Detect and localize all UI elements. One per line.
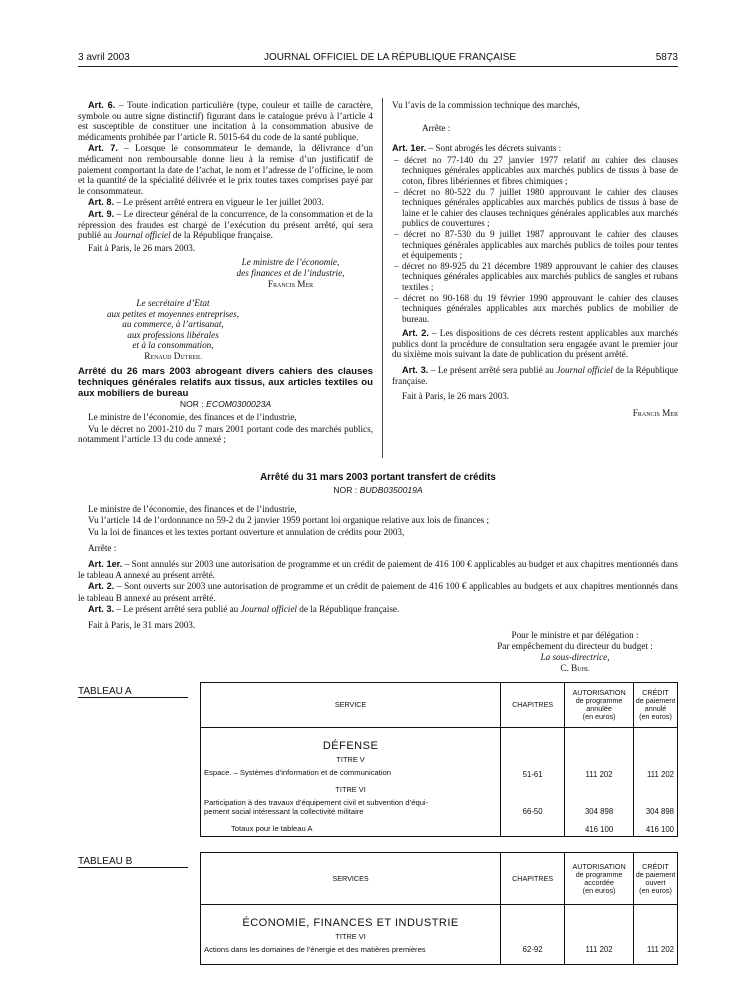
ap-row-1: 111 202 (585, 770, 613, 779)
col-chapitres: CHAPITRES (501, 683, 565, 728)
right-article-1 (392, 143, 678, 154)
journal-officiel-link: Journal officiel (114, 230, 171, 241)
column-divider (382, 98, 383, 458)
article-8-text: – Le présent arrêté entrera en vigueur le 1er juillet 2003. (116, 197, 324, 208)
art-3-text-post: de la République française. (299, 604, 400, 615)
arrete-31-mars-art-2 (78, 581, 678, 604)
line-energie: Actions dans les domaines de l’énergie et des matières premières (204, 945, 426, 954)
article-6-label: Art. 6. (88, 100, 116, 110)
col-ap-b-2: de programme (575, 869, 623, 879)
tableau-b-header-row (201, 853, 678, 905)
col-services: SERVICES (201, 853, 501, 905)
arrete-26-mars-minister: Le ministre de l’économie, des finances et de l’industrie, (88, 412, 297, 423)
article-7 (78, 143, 373, 196)
journal-officiel-ref-2: Journal officiel (240, 604, 297, 615)
nor-label-2: NOR : (333, 485, 358, 495)
ministry-economie: ÉCONOMIE, FINANCES ET INDUSTRIE (242, 917, 459, 929)
sig-line-1: Pour le ministre et par délégation : (511, 630, 639, 640)
tableau-b-chapitres-cell (501, 905, 565, 965)
signature-minister-role-2: des finances et de l’industrie, (236, 267, 345, 278)
tableau-b-service-cell (201, 905, 501, 965)
col-cp-1: CRÉDIT (642, 688, 669, 697)
col-ap-4: (en euros) (582, 712, 616, 721)
tableau-a-label: TABLEAU A (78, 686, 188, 698)
nor-code: ECOM0300023A (206, 398, 272, 409)
signature-secretary-role-1: Le secrétaire d’Etat (136, 298, 210, 309)
article-9 (78, 209, 373, 241)
cp-row-1: 111 202 (646, 770, 674, 779)
right-article-3-label: Art. 3. (402, 365, 429, 376)
col-autorisation-b (565, 853, 634, 905)
arrete-31-mars-arrete: Arrête : (88, 543, 117, 554)
header-page-number: 5873 (655, 52, 678, 63)
col-cp-4: (en euros) (639, 712, 672, 721)
cp-total: 416 100 (645, 825, 674, 834)
arrete-31-mars-minister: Le ministre de l’économie, des finances et de l’industrie, (88, 504, 297, 514)
left-column (78, 100, 373, 446)
art-2-label: Art. 2. (88, 581, 115, 592)
col-autorisation (565, 683, 634, 728)
art-2-text: – Sont ouverts sur 2003 une autorisation de programme et un crédit de paiement de 416 100 € applicables au budgets et aux chapitres mentionnés dans le tableau B annexé au présent arrêté. (78, 581, 678, 603)
article-6-text: – Toute indication particulière (type, couleur et taille de caractère, symbole ou autre signe distinctif) figurant dans le catalogue prévu à l’article 4 est susceptible de constituer une incitation à la consommation abusive de médicaments prohibée par l’article R. 5015-64 du code de la santé publique. (78, 100, 373, 142)
line-participation-1: Participation à des travaux d’équipement civil et subvention d’équi- (204, 797, 429, 807)
sig-line-2: Par empêchement du directeur du budget : (497, 641, 653, 651)
tableau-a-cp-cell (634, 728, 678, 837)
arrete-26-mars-nor (78, 399, 373, 410)
signature-secretary-name: Renaud Dutreil (144, 351, 202, 362)
col-credit-b (634, 853, 678, 905)
signature-secretary-role-3: au commerce, à l’artisanat, (122, 319, 224, 330)
right-article-3 (392, 365, 678, 386)
decret-item: – décret no 80-522 du 7 juillet 1980 approuvant le cahier des clauses techniques générales applicables aux marchés publics de tissus à base de laine et le cahier des clauses techniques générales applicables aux marchés publics de couvertures ; (394, 186, 678, 229)
ap-b-row-1: 111 202 (585, 945, 613, 954)
art-3-text-pre: – Le présent arrêté sera publié au (116, 604, 239, 615)
chap-51-61: 51-61 (522, 770, 543, 779)
arrete-31-mars-vu-1: Vu l’article 14 de l’ordonnance no 59-2 du 2 janvier 1959 portant loi organique relative aux lois de finances ; (88, 515, 490, 526)
decret-item: – décret no 87-530 du 9 juillet 1987 approuvant le cahier des clauses techniques générales applicables aux marchés publics de toiles pour tentes et équipements ; (394, 228, 678, 261)
right-article-3-text-post: de la République française. (392, 365, 679, 386)
signature-minister-role-1: Le ministre de l’économie, (241, 257, 340, 268)
right-article-2-text: – Les dispositions de ces décrets restent applicables aux marchés publics dont la procédure de consultation sera engagée avant le premier jour du sixième mois suivant la date de publication du présent arrêté. (392, 328, 678, 360)
tableau-a-ap-cell (565, 728, 634, 837)
sig-line-3: La sous-directrice, (540, 652, 610, 662)
tableau-b-label: TABLEAU B (78, 856, 188, 868)
col-cp-b-1: CRÉDIT (642, 861, 669, 871)
tableau-a-service-cell (201, 728, 501, 837)
tableau-b-body-row (201, 905, 678, 965)
signature-secretary-role-4: aux professions libérales (127, 329, 219, 340)
journal-officiel-ref: Journal officiel (556, 365, 613, 376)
arrete-31-mars-signature (470, 630, 680, 674)
article-9-label: Art. 9. (88, 208, 115, 219)
line-totaux: Totaux pour le tableau A (231, 823, 313, 833)
chap-62-92: 62-92 (522, 945, 543, 954)
ap-total: 416 100 (584, 825, 614, 834)
article-8-label: Art. 8. (88, 197, 115, 208)
art-1-text: – Sont annulés sur 2003 une autorisation de programme et un crédit de paiement de 416 100 € applicables au budget et aux chapitres mentionnés dans le tableau A annexé au présent arrêté. (78, 558, 679, 581)
col-cp-b-3: ouvert (645, 877, 666, 887)
col-cp-3: annulé (644, 704, 667, 713)
ministry-defense: DÉFENSE (322, 740, 379, 752)
arrete-26-mars-vu: Vu le décret no 2001-210 du 7 mars 2001 portant code des marchés publics, notamment l’article 13 du code annexé ; (78, 423, 373, 445)
col-ap-3: annulée (586, 704, 612, 713)
col-service: SERVICE (201, 683, 501, 728)
arrete-31-mars-vu-2: Vu la loi de finances et les textes portant ouverture et annulation de crédits pour 2003, (88, 526, 405, 537)
tableau-b-ap-cell (565, 905, 634, 965)
arrete-word: Arrête : (422, 122, 451, 133)
art-3-label: Art. 3. (88, 604, 115, 615)
art-1-label: Art. 1er. (88, 558, 123, 569)
header-rule (78, 66, 678, 67)
arrete-31-mars-body (78, 504, 678, 631)
tableau-a (200, 682, 678, 837)
col-ap-b-4: (en euros) (582, 885, 616, 895)
col-ap-2: de programme (575, 696, 623, 705)
arrete-31-mars-nor (78, 485, 678, 495)
decret-item: – décret no 90-168 du 19 février 1990 approuvant le cahier des clauses techniques générales applicables aux marchés publics de mobilier de bureau. (394, 292, 678, 324)
article-8 (78, 197, 373, 208)
signature-secretary (78, 298, 268, 362)
vu-avis: Vu l’avis de la commission technique des marchés, (392, 100, 580, 110)
decret-item: – décret no 89-925 du 21 décembre 1989 approuvant le cahier des clauses techniques générales applicables aux marchés publics de sangles et rubans textiles ; (394, 260, 678, 292)
tableau-a-chapitres-cell (501, 728, 565, 837)
col-cp-b-4: (en euros) (639, 885, 672, 895)
article-7-text: – Lorsque le consommateur le demande, la délivrance d’un médicament non remboursable donne lieu à la remise d’un justificatif de paiement comportant la date de l’achat, le nom et l’adresse de l’officine, le nom et la quantité de la spécialité délivrée et le prix toutes taxes comprises payé par le consommateur. (78, 143, 373, 196)
col-ap-1: AUTORISATION (572, 688, 626, 697)
chap-66-50: 66-50 (522, 807, 543, 816)
cp-b-row-1: 111 202 (646, 945, 674, 954)
col-credit (634, 683, 678, 728)
article-6 (78, 100, 373, 142)
right-article-1-label: Art. 1er. (392, 143, 427, 154)
titre-v: TITRE V (336, 755, 365, 764)
tableau-b-cp-cell (634, 905, 678, 965)
col-ap-b-1: AUTORISATION (572, 861, 626, 871)
tableau-a-body-row (201, 728, 678, 837)
arrete-26-mars-title: Arrêté du 26 mars 2003 abrogeant divers cahiers des clauses techniques générales relatifs aux tissus, aux articles textiles ou aux mobiliers de bureau (78, 365, 373, 399)
right-signature: Francis Mer (632, 407, 678, 418)
titre-vi-b: TITRE VI (335, 932, 366, 941)
right-article-1-text: – Sont abrogés les décrets suivants : (428, 143, 562, 154)
right-fait-a-paris: Fait à Paris, le 26 mars 2003. (402, 391, 510, 402)
article-9-text-post: de la République française. (172, 230, 273, 241)
signature-minister-name: Francis Mer (267, 278, 314, 289)
right-article-2-label: Art. 2. (402, 328, 429, 339)
article-9-text-pre: – Le directeur général de la concurrence, de la consommation et de la répression des fraudes est chargé de l’exécution du présent arrêté, qui sera publié au (78, 208, 373, 241)
tableau-b (200, 852, 678, 965)
ap-row-2: 304 898 (584, 807, 614, 816)
decret-item: – décret no 77-140 du 27 janvier 1977 relatif au cahier des clauses techniques générales applicables aux marchés publics de tissus à base de coton, fibres libériennes et fibres chimiques ; (394, 154, 678, 186)
arrete-31-mars-art-1 (78, 559, 678, 582)
right-column (392, 100, 678, 418)
header-date: 3 avril 2003 (78, 52, 130, 63)
sig-name: C. Buhl (560, 663, 590, 673)
right-article-3-text-pre: – Le présent arrêté sera publié au (430, 365, 554, 376)
arrete-31-mars-art-3 (78, 604, 678, 615)
tableau-a-header-row (201, 683, 678, 728)
nor-label: NOR : (179, 398, 204, 409)
signature-minister (78, 257, 373, 289)
signature-secretary-role-2: aux petites et moyennes entreprises, (106, 308, 240, 319)
col-cp-b-2: de paiement (635, 869, 676, 879)
arrete-31-mars-fait: Fait à Paris, le 31 mars 2003. (88, 619, 196, 630)
right-article-2 (392, 328, 678, 360)
header-journal-title: JOURNAL OFFICIEL DE LA RÉPUBLIQUE FRANÇAISE (263, 52, 517, 63)
col-ap-b-3: accordée (584, 877, 614, 887)
line-espace: Espace. – Systèmes d’information et de communication (204, 768, 391, 777)
col-chapitres-b: CHAPITRES (501, 853, 565, 905)
fait-a-paris: Fait à Paris, le 26 mars 2003. (88, 242, 196, 253)
decrets-list (392, 155, 678, 325)
cp-row-2: 304 898 (645, 807, 674, 816)
line-participation-2: pement social intéressant la collectivité militaire (204, 807, 364, 816)
arrete-31-mars-title: Arrêté du 31 mars 2003 portant transfert de crédits (260, 472, 496, 483)
article-7-label: Art. 7. (88, 143, 118, 154)
nor-code-2: BUDB0350019A (359, 485, 423, 495)
col-cp-2: de paiement (635, 696, 676, 705)
titre-vi: TITRE VI (335, 784, 366, 794)
signature-secretary-role-5: et à la consommation, (132, 340, 214, 351)
